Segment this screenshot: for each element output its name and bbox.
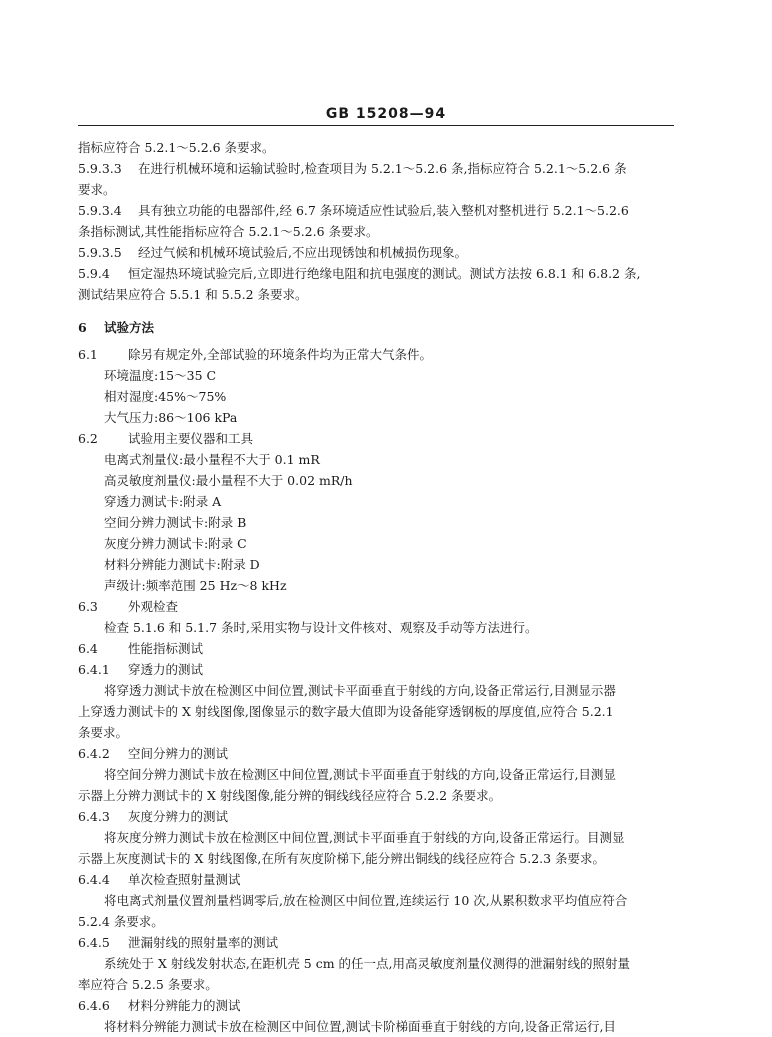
paragraph-line: 率应符合 5.2.5 条要求。 bbox=[78, 977, 218, 992]
clause-number: 6.4.4 bbox=[78, 872, 110, 887]
clause-6-4-1 bbox=[78, 659, 682, 680]
paragraph-line: 示器上分辨力测试卡的 X 射线图像,能分辨的铜线线径应符合 5.2.2 条要求。 bbox=[78, 788, 502, 803]
clause-text: 在进行机械环境和运输试验时,检查项目为 5.2.1～5.2.6 条,指标应符合 5.2.1～5.2.6 条 bbox=[138, 161, 627, 176]
clause-number: 6.4.1 bbox=[78, 662, 110, 677]
section-heading-6 bbox=[78, 317, 682, 338]
clause-number: 6.2 bbox=[78, 431, 98, 446]
paragraph-line: 将穿透力测试卡放在检测区中间位置,测试卡平面垂直于射线的方向,设备正常运行,目测显示器 bbox=[104, 683, 616, 698]
clause-6-4-6 bbox=[78, 995, 682, 1016]
clause-text: 试验用主要仪器和工具 bbox=[128, 431, 254, 446]
clause-number: 6.4.5 bbox=[78, 935, 110, 950]
paragraph-line: 测试结果应符合 5.5.1 和 5.5.2 条要求。 bbox=[78, 287, 308, 302]
clause-text: 恒定湿热环境试验完后,立即进行绝缘电阻和抗电强度的测试。测试方法按 6.8.1 和 6.8.2 条, bbox=[128, 266, 641, 281]
clause-number: 6.4.6 bbox=[78, 998, 110, 1013]
paragraph-line: 示器上灰度测试卡的 X 射线图像,在所有灰度阶梯下,能分辨出铜线的线径应符合 5.2.3 条要求。 bbox=[78, 851, 606, 866]
clause-6-4-3 bbox=[78, 806, 682, 827]
clause-6-4-4 bbox=[78, 869, 682, 890]
clause-number: 6.4 bbox=[78, 641, 98, 656]
clause-6-2 bbox=[78, 428, 682, 449]
section-number: 6 bbox=[78, 320, 87, 335]
clause-number: 5.9.3.4 bbox=[78, 203, 122, 218]
paragraph-line: 系统处于 X 射线发射状态,在距机壳 5 cm 的任一点,用高灵敏度剂量仪测得的泄漏射线的照射量 bbox=[104, 956, 631, 971]
clause-number: 5.9.3.5 bbox=[78, 245, 122, 260]
section-title: 试验方法 bbox=[104, 320, 155, 335]
clause-5-9-3-4 bbox=[78, 200, 682, 221]
clause-6-1 bbox=[78, 344, 682, 365]
clause-5-9-3-5 bbox=[78, 242, 682, 263]
clause-6-4 bbox=[78, 638, 682, 659]
paragraph-line: 条要求。 bbox=[78, 725, 129, 740]
paragraph-line: 将灰度分辨力测试卡放在检测区中间位置,测试卡平面垂直于射线的方向,设备正常运行。目测显 bbox=[104, 830, 625, 845]
clause-text: 材料分辨能力的测试 bbox=[128, 998, 241, 1013]
tool-item: 材料分辨能力测试卡:附录 D bbox=[104, 557, 260, 572]
paragraph-line: 条指标测试,其性能指标应符合 5.2.1～5.2.6 条要求。 bbox=[78, 224, 379, 239]
paragraph-line: 将电离式剂量仪置剂量档调零后,放在检测区中间位置,连续运行 10 次,从累积数求平均值应符合 bbox=[104, 893, 628, 908]
clause-text: 单次检查照射量测试 bbox=[128, 872, 241, 887]
paragraph-line: 5.2.4 条要求。 bbox=[78, 914, 164, 929]
env-condition-temperature: 环境温度:15～35 C bbox=[104, 368, 217, 383]
tool-item: 电离式剂量仪:最小量程不大于 0.1 mR bbox=[104, 452, 320, 467]
env-condition-humidity: 相对湿度:45%～75% bbox=[104, 389, 227, 404]
clause-text: 空间分辨力的测试 bbox=[128, 746, 229, 761]
clause-text: 具有独立功能的电器部件,经 6.7 条环境适应性试验后,装入整机对整机进行 5.2.1～5.2.6 bbox=[138, 203, 629, 218]
page-header: GB 15208—94 bbox=[325, 106, 447, 122]
paragraph-line: 要求。 bbox=[78, 182, 116, 197]
clause-6-3 bbox=[78, 596, 682, 617]
clause-6-4-5 bbox=[78, 932, 682, 953]
tool-item: 声级计:频率范围 25 Hz～8 kHz bbox=[104, 578, 287, 593]
tool-item: 穿透力测试卡:附录 A bbox=[104, 494, 222, 509]
clause-number: 5.9.4 bbox=[78, 266, 110, 281]
clause-number: 6.4.2 bbox=[78, 746, 110, 761]
tool-item: 空间分辨力测试卡:附录 B bbox=[104, 515, 247, 530]
paragraph-line: 将材料分辨能力测试卡放在检测区中间位置,测试卡阶梯面垂直于射线的方向,设备正常运行,目 bbox=[104, 1019, 616, 1034]
paragraph-line: 将空间分辨力测试卡放在检测区中间位置,测试卡平面垂直于射线的方向,设备正常运行,目测显 bbox=[104, 767, 616, 782]
paragraph-line: 指标应符合 5.2.1～5.2.6 条要求。 bbox=[78, 140, 275, 155]
tool-item: 高灵敏度剂量仪:最小量程不大于 0.02 mR/h bbox=[104, 473, 353, 488]
paragraph-line: 检查 5.1.6 和 5.1.7 条时,采用实物与设计文件核对、观察及手动等方法进行。 bbox=[104, 620, 538, 635]
clause-text: 灰度分辨力的测试 bbox=[128, 809, 229, 824]
clause-5-9-3-3 bbox=[78, 158, 682, 179]
clause-6-4-2 bbox=[78, 743, 682, 764]
clause-number: 5.9.3.3 bbox=[78, 161, 122, 176]
clause-text: 性能指标测试 bbox=[128, 641, 204, 656]
clause-5-9-4 bbox=[78, 263, 682, 284]
clause-text: 外观检查 bbox=[128, 599, 179, 614]
clause-number: 6.4.3 bbox=[78, 809, 110, 824]
document-body bbox=[78, 137, 682, 1037]
header-rule bbox=[78, 125, 674, 126]
clause-text: 除另有规定外,全部试验的环境条件均为正常大气条件。 bbox=[128, 347, 432, 362]
tool-item: 灰度分辨力测试卡:附录 C bbox=[104, 536, 247, 551]
clause-text: 经过气候和机械环境试验后,不应出现锈蚀和机械损伤现象。 bbox=[138, 245, 467, 260]
clause-number: 6.3 bbox=[78, 599, 98, 614]
clause-text: 穿透力的测试 bbox=[128, 662, 204, 677]
paragraph-line: 上穿透力测试卡的 X 射线图像,图像显示的数字最大值即为设备能穿透钢板的厚度值,应符合 5.2.1 bbox=[78, 704, 614, 719]
env-condition-pressure: 大气压力:86～106 kPa bbox=[104, 410, 238, 425]
clause-number: 6.1 bbox=[78, 347, 98, 362]
clause-text: 泄漏射线的照射量率的测试 bbox=[128, 935, 279, 950]
